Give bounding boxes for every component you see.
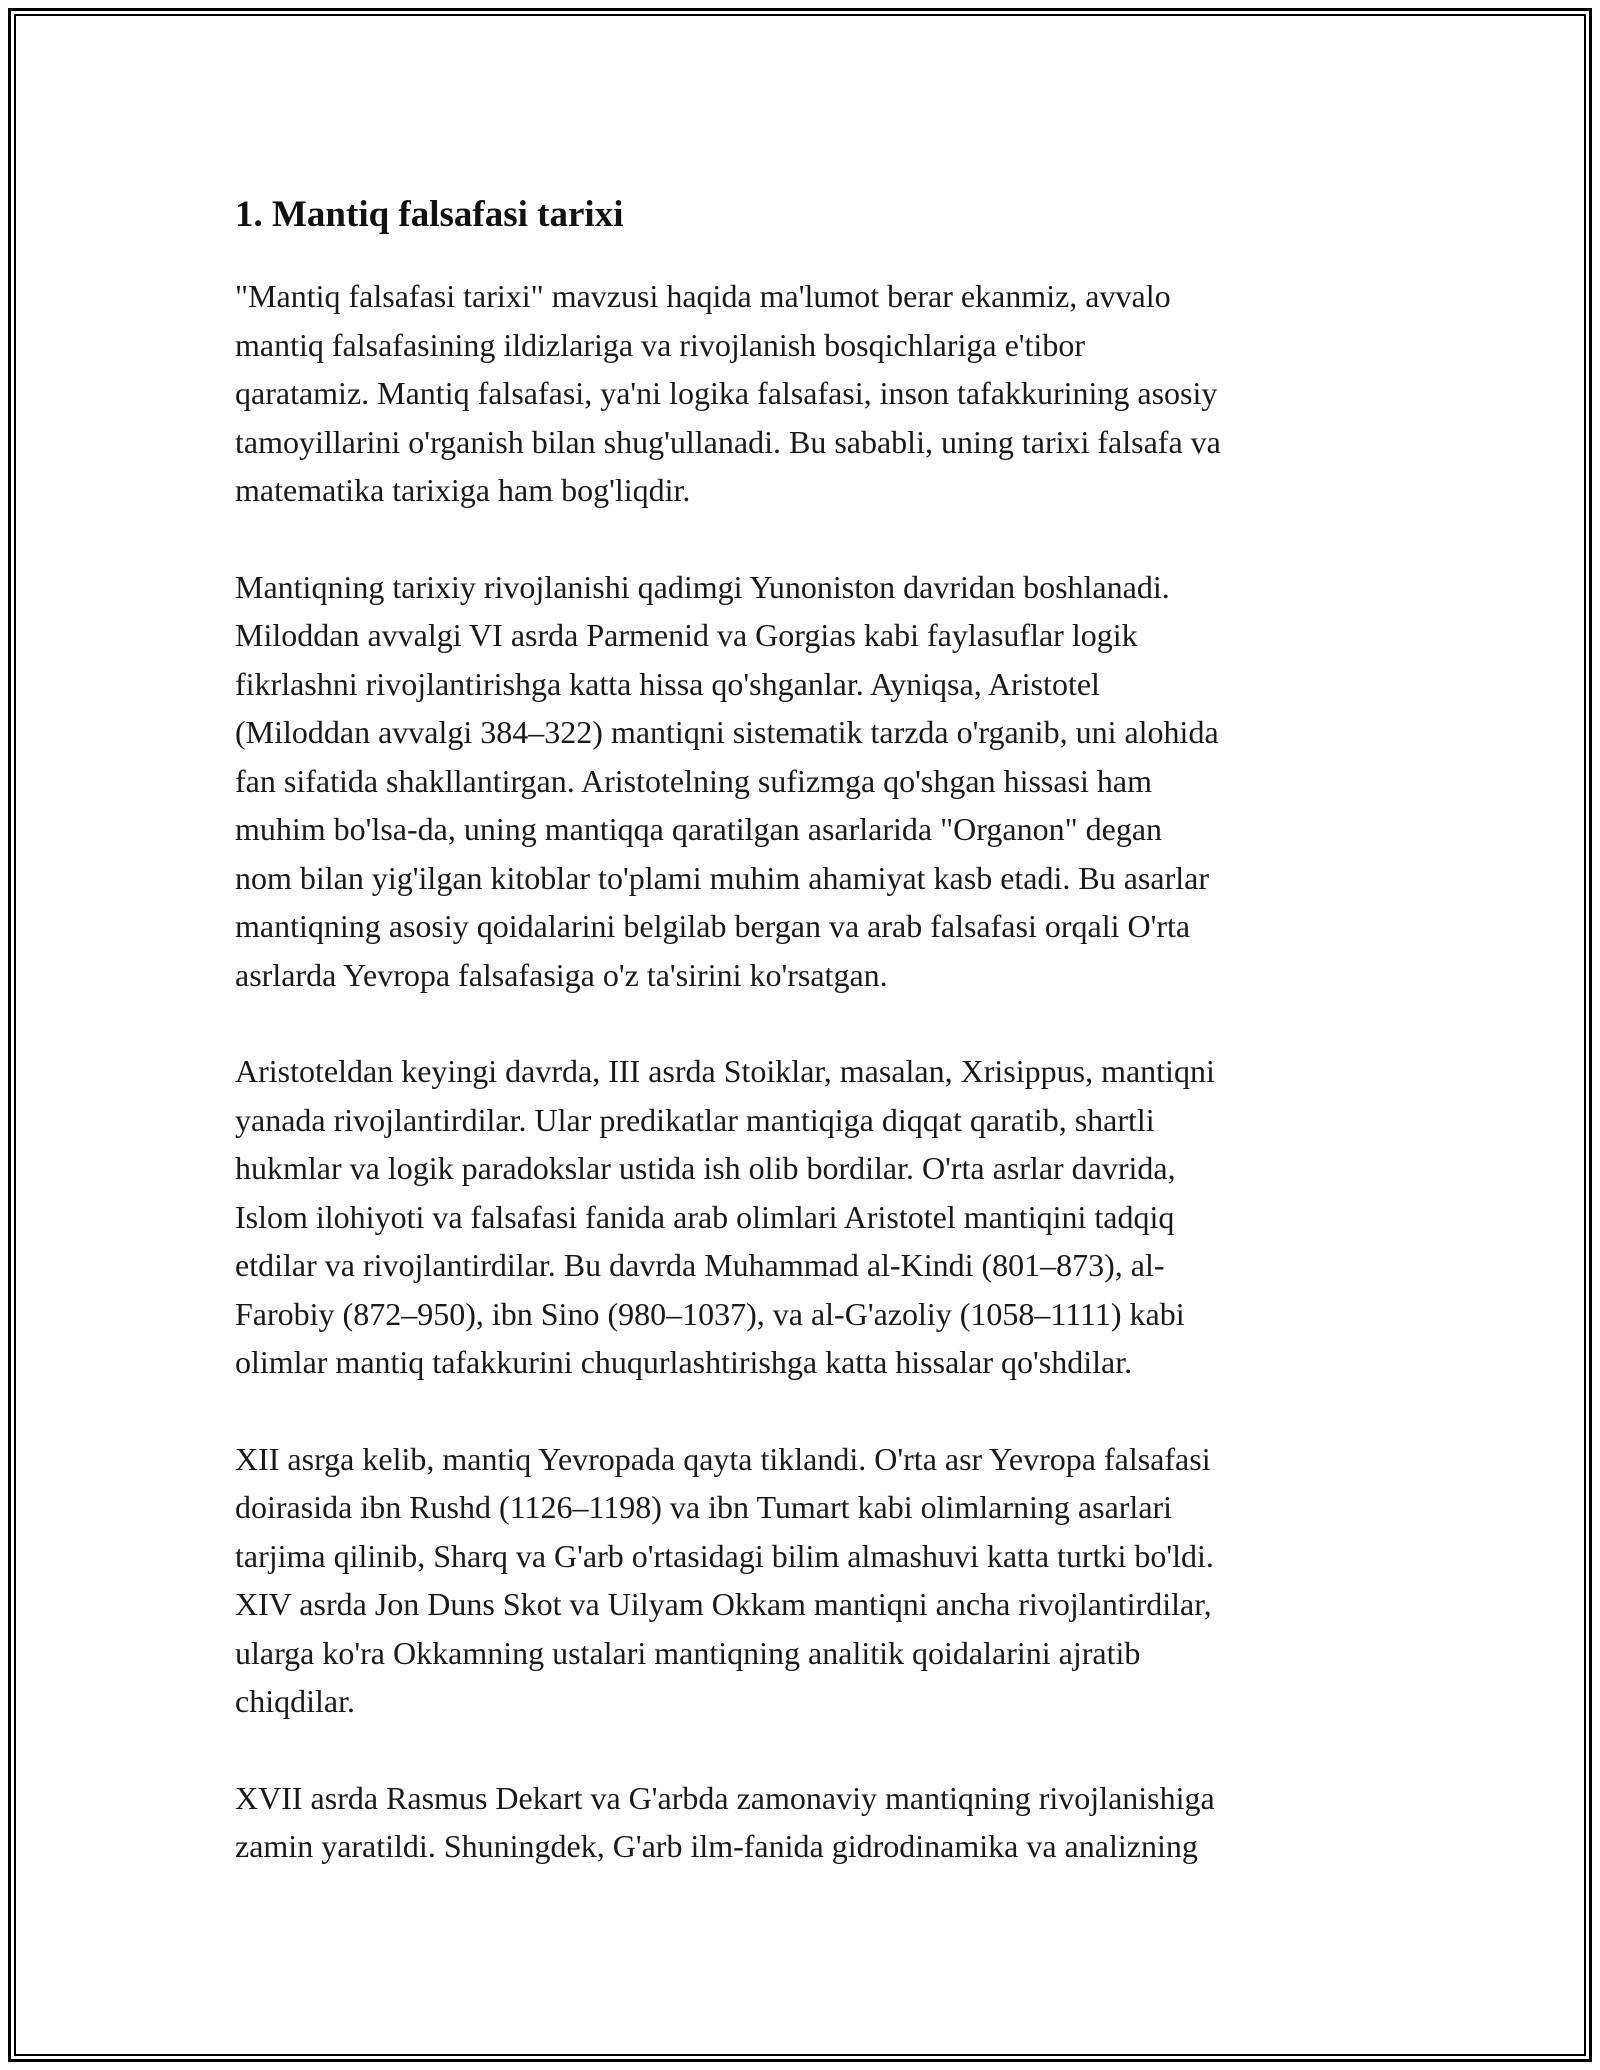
text-line: XVII asrda Rasmus Dekart va G'arbda zamonaviy mantiqning rivojlanishiga: [235, 1779, 1215, 1816]
text-line: XII asrga kelib, mantiq Yevropada qayta tiklandi. O'rta asr Yevropa falsafasi: [235, 1440, 1211, 1477]
text-line: muhim bo'lsa-da, uning mantiqqa qaratilgan asarlarida "Organon" degan: [235, 811, 1163, 847]
text-line: fan sifatida shakllantirgan. Aristotelning sufizmga qo'shgan hissasi ham: [235, 762, 1153, 799]
text-line: yanada rivojlantirdilar. Ular predikatlar mantiqiga diqqat qaratib, shartli: [235, 1101, 1155, 1138]
paragraph-5: [235, 1774, 1375, 1871]
text-line: tarjima qilinib, Sharq va G'arb o'rtasidagi bilim almashuvi katta turtki bo'ldi.: [235, 1537, 1214, 1574]
text-line: Miloddan avvalgi VI asrda Parmenid va Gorgias kabi faylasuflar logik: [235, 617, 1138, 653]
text-line: Mantiqning tarixiy rivojlanishi qadimgi Yunoniston davridan boshlanadi.: [235, 568, 1170, 605]
text-line: XIV asrda Jon Duns Skot va Uilyam Okkam mantiqni ancha rivojlantirdilar,: [235, 1586, 1212, 1622]
text-line: asrlarda Yevropa falsafasiga o'z ta'sirini ko'rsatgan.: [235, 956, 888, 993]
text-line: Islom ilohiyoti va falsafasi fanida arab olimlari Aristotel mantiqini tadqiq: [235, 1198, 1175, 1235]
text-line: ularga ko'ra Okkamning ustalari mantiqning analitik qoidalarini ajratib: [235, 1634, 1141, 1671]
document-body: [235, 188, 1375, 1919]
text-line: fikrlashni rivojlantirishga katta hissa qo'shganlar. Ayniqsa, Aristotel: [235, 665, 1100, 702]
text-line: "Mantiq falsafasi tarixi" mavzusi haqida ma'lumot berar ekanmiz, avvalo: [235, 278, 1171, 314]
text-line: doirasida ibn Rushd (1126–1198) va ibn Tumart kabi olimlarning asarlari: [235, 1489, 1173, 1525]
text-line: (Miloddan avvalgi 384–322) mantiqni sistematik tarzda o'rganib, uni alohida: [235, 714, 1219, 750]
paragraph-4: [235, 1435, 1375, 1726]
text-line: hukmlar va logik paradokslar ustida ish olib bordilar. O'rta asrlar davrida,: [235, 1150, 1176, 1186]
paragraph-2: [235, 563, 1375, 1000]
text-line: mantiq falsafasining ildizlariga va rivojlanish bosqichlariga e'tibor: [235, 326, 1085, 363]
text-line: nom bilan yig'ilgan kitoblar to'plami muhim ahamiyat kasb etadi. Bu asarlar: [235, 859, 1209, 896]
text-line: olimlar mantiq tafakkurini chuqurlashtirishga katta hissalar qo'shdilar.: [235, 1344, 1133, 1380]
text-line: tamoyillarini o'rganish bilan shug'ullanadi. Bu sababli, uning tarixi falsafa va: [235, 423, 1221, 460]
text-line: zamin yaratildi. Shuningdek, G'arb ilm-fanida gidrodinamika va analizning: [235, 1828, 1198, 1864]
text-line: Aristoteldan keyingi davrda, III asrda Stoiklar, masalan, Xrisippus, mantiqni: [235, 1053, 1215, 1089]
text-line: mantiqning asosiy qoidalarini belgilab bergan va arab falsafasi orqali O'rta: [235, 908, 1191, 944]
section-heading: 1. Mantiq falsafasi tarixi: [235, 194, 624, 235]
paragraph-3: [235, 1047, 1375, 1387]
text-line: Farobiy (872–950), ibn Sino (980–1037), va al-G'azoliy (1058–1111) kabi: [235, 1295, 1185, 1332]
text-line: etdilar va rivojlantirdilar. Bu davrda Muhammad al-Kindi (801–873), al-: [235, 1247, 1165, 1283]
text-line: chiqdilar.: [235, 1683, 355, 1719]
text-line: qaratamiz. Mantiq falsafasi, ya'ni logika falsafasi, inson tafakkurining asosiy: [235, 375, 1218, 411]
text-line: matematika tarixiga ham bog'liqdir.: [235, 472, 691, 508]
paragraph-1: [235, 272, 1375, 515]
